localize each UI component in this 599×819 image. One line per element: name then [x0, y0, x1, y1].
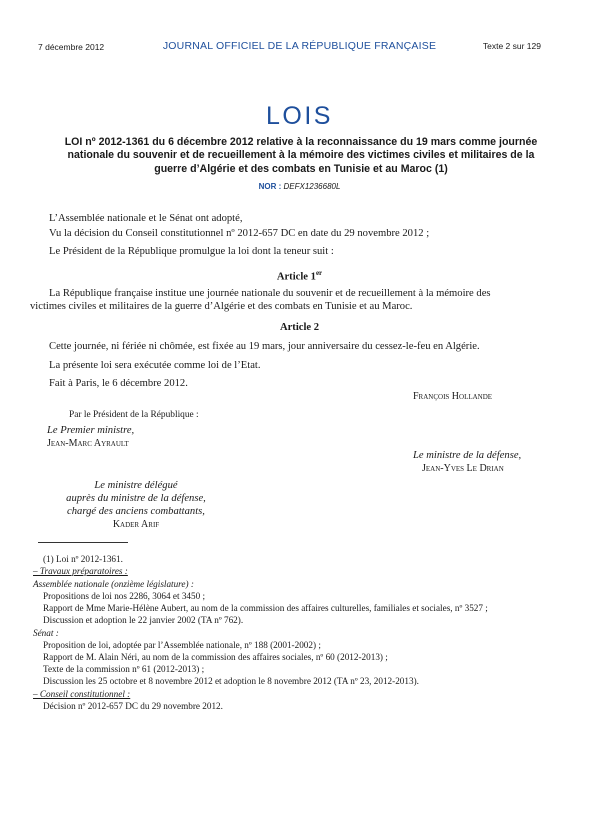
an-item: Discussion et adoption le 22 janvier 2002 (TA nº 762). — [43, 615, 244, 625]
prime-minister-name: Jean-Marc Ayrault — [47, 438, 129, 449]
nor-value: DEFX1236680L — [283, 182, 341, 191]
travaux-heading: – Travaux préparatoires : — [33, 566, 128, 576]
an-heading: Assemblée nationale (onzième législature) : — [33, 579, 194, 589]
prime-minister-role: Le Premier ministre, — [47, 425, 135, 436]
senat-item: Texte de la commission nº 61 (2012-2013) ; — [43, 664, 205, 674]
senat-item: Proposition de loi, adoptée par l’Assemblée nationale, nº 188 (2001-2002) ; — [43, 640, 321, 650]
nor-label: NOR : — [258, 182, 282, 191]
conseil-item: Décision nº 2012-657 DC du 29 novembre 2012. — [43, 701, 223, 711]
header-date: 7 décembre 2012 — [38, 42, 105, 52]
journal-title: JOURNAL OFFICIEL DE LA RÉPUBLIQUE FRANÇAISE — [162, 40, 437, 52]
article-2-heading: Article 2 — [279, 322, 320, 333]
text-counter: Texte 2 sur 129 — [482, 41, 541, 51]
senat-item: Rapport de M. Alain Néri, au nom de la commission des affaires sociales, nº 60 (2012-2013) ; — [43, 652, 388, 662]
conseil-heading: – Conseil constitutionnel : — [33, 689, 131, 699]
preamble-line: L’Assemblée nationale et le Sénat ont adopté, — [49, 213, 243, 224]
article-1-heading: Article 1er — [276, 269, 323, 283]
by-president: Par le Président de la République : — [69, 410, 199, 420]
article-2-line: Cette journée, ni fériée ni chômée, est fixée au 19 mars, jour anniversaire du cessez-le-feu en Algérie. — [49, 341, 480, 352]
delegate-minister-line: auprès du ministre de la défense, — [66, 493, 206, 504]
done-at: Fait à Paris, le 6 décembre 2012. — [49, 378, 188, 389]
preamble-line: Vu la décision du Conseil constitutionnel nº 2012-657 DC en date du 29 novembre 2012 ; — [49, 228, 430, 239]
delegate-minister — [46, 479, 226, 531]
preamble-line: Le Président de la République promulgue la loi dont la teneur suit : — [49, 246, 334, 257]
defense-minister-name: Jean-Yves Le Drian — [422, 463, 504, 474]
law-title — [46, 136, 556, 176]
delegate-minister-line: chargé des anciens combattants, — [67, 506, 205, 517]
defense-minister-role: Le ministre de la défense, — [413, 450, 522, 461]
an-item: Propositions de loi nos 2286, 3064 et 3450 ; — [43, 591, 206, 601]
footnote-conseil — [33, 688, 130, 700]
footnote-divider — [38, 542, 128, 543]
senat-item: Discussion les 25 octobre et 8 novembre 2012 et adoption le 8 novembre 2012 (TA nº 23, 2012-2013). — [43, 676, 419, 686]
footnote-travaux — [33, 565, 128, 577]
an-item: Rapport de Mme Marie-Hélène Aubert, au nom de la commission des affaires culturelles, familiales et sociales, nº 3527 ; — [43, 603, 488, 613]
president-signature: François Hollande — [413, 391, 493, 402]
delegate-minister-line: Le ministre délégué — [94, 480, 178, 491]
delegate-minister-name: Kader Arif — [112, 519, 160, 530]
senat-heading: Sénat : — [33, 628, 59, 638]
section-heading: LOIS — [266, 102, 333, 130]
execution-line: La présente loi sera exécutée comme loi de l’Etat. — [49, 360, 261, 371]
article-1-line: La République française institue une journée nationale du souvenir et de recueillement à la mémoire des — [49, 288, 491, 299]
nor-reference — [0, 182, 599, 191]
article-1-line: victimes civiles et militaires de la guerre d’Algérie et des combats en Tunisie et au Maroc. — [30, 301, 413, 312]
law-title-line: LOI nº 2012-1361 du 6 décembre 2012 relative à la reconnaissance du 19 mars comme journée — [64, 136, 538, 148]
law-title-line: nationale du souvenir et de recueillement à la mémoire des victimes civiles et militaires de la — [67, 149, 535, 162]
law-title-line: guerre d’Algérie et des combats en Tunisie et au Maroc (1) — [154, 162, 448, 175]
footnote-ref: (1) Loi nº 2012-1361. — [43, 554, 123, 564]
